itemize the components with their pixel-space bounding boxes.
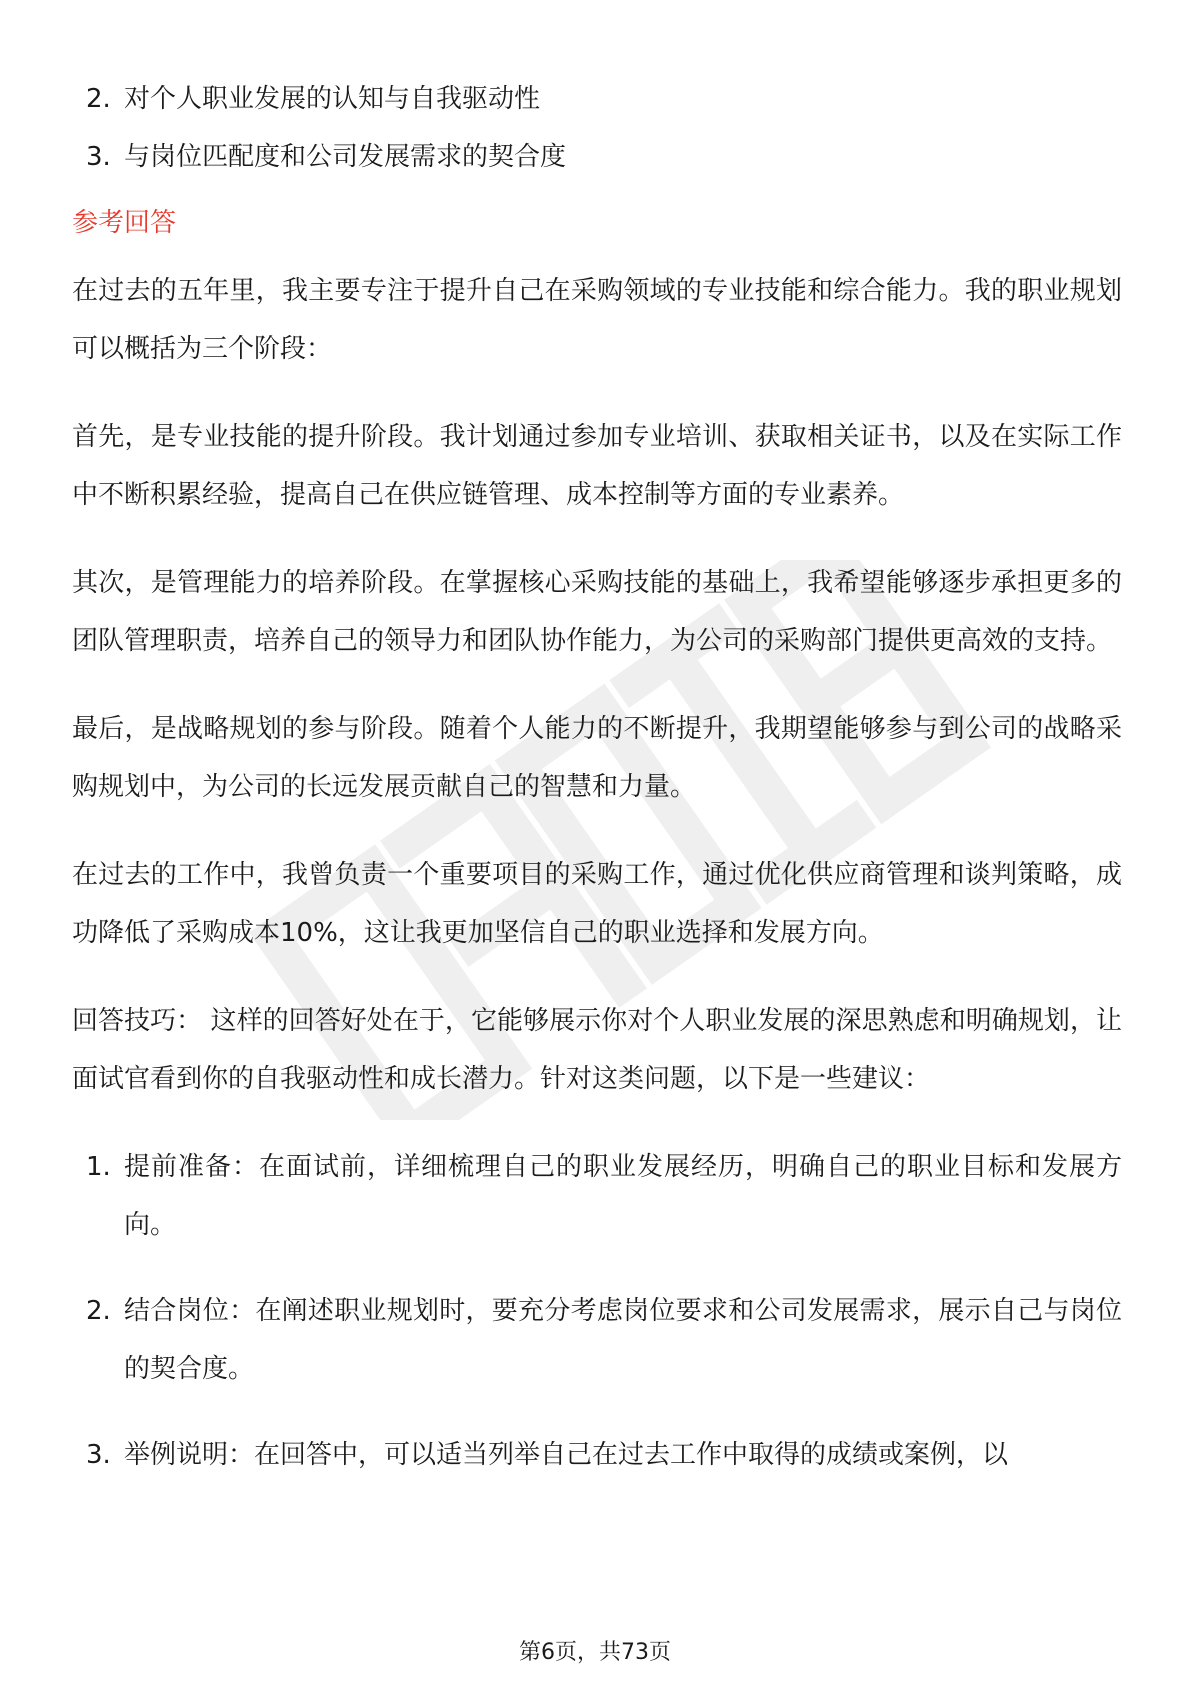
list-text: 提前准备：在面试前，详细梳理自己的职业发展经历，明确自己的职业目标和发展方向。 xyxy=(124,1152,1122,1240)
paragraph-experience: 在过去的工作中，我曾负责一个重要项目的采购工作，通过优化供应商管理和谈判策略，成功降低了采购成本10%，这让我更加坚信自己的职业选择和发展方向。 xyxy=(72,860,1122,948)
tips-numbered-list xyxy=(72,1138,1122,1484)
page-footer: 第6页，共73页 xyxy=(519,1640,671,1665)
list-number: 2. xyxy=(86,1296,111,1326)
list-text: 举例说明：在回答中，可以适当列举自己在过去工作中取得的成绩或案例，以 xyxy=(124,1440,1009,1470)
page-content xyxy=(72,70,1122,1512)
paragraph-stage-3: 最后，是战略规划的参与阶段。随着个人能力的不断提升，我期望能够参与到公司的战略采购规划中，为公司的长远发展贡献自己的智慧和力量。 xyxy=(72,714,1122,802)
list-number: 3. xyxy=(86,1440,111,1470)
paragraph-tips-intro: 回答技巧： 这样的回答好处在于，它能够展示你对个人职业发展的深思熟虑和明确规划，让面试官看到你的自我驱动性和成长潜力。针对这类问题，以下是一些建议： xyxy=(72,1006,1122,1094)
list-item xyxy=(72,1282,1122,1398)
list-item xyxy=(72,128,1122,186)
list-number: 3. xyxy=(86,142,111,172)
list-number: 1. xyxy=(86,1152,111,1182)
paragraph-stage-1: 首先，是专业技能的提升阶段。我计划通过参加专业培训、获取相关证书，以及在实际工作中不断积累经验，提高自己在供应链管理、成本控制等方面的专业素养。 xyxy=(72,422,1122,510)
list-text: 与岗位匹配度和公司发展需求的契合度 xyxy=(124,142,567,172)
list-text: 结合岗位：在阐述职业规划时，要充分考虑岗位要求和公司发展需求，展示自己与岗位的契合度。 xyxy=(124,1296,1122,1384)
list-item xyxy=(72,1426,1122,1484)
list-item xyxy=(72,1138,1122,1254)
paragraph-stage-2: 其次，是管理能力的培养阶段。在掌握核心采购技能的基础上，我希望能够逐步承担更多的团队管理职责，培养自己的领导力和团队协作能力，为公司的采购部门提供更高效的支持。 xyxy=(72,568,1122,656)
paragraph-intro: 在过去的五年里，我主要专注于提升自己在采购领域的专业技能和综合能力。我的职业规划可以概括为三个阶段： xyxy=(72,276,1122,364)
list-text: 对个人职业发展的认知与自我驱动性 xyxy=(124,84,541,114)
list-item xyxy=(72,70,1122,128)
list-number: 2. xyxy=(86,84,111,114)
section-heading: 参考回答 xyxy=(72,208,177,238)
top-numbered-list xyxy=(72,70,1122,186)
